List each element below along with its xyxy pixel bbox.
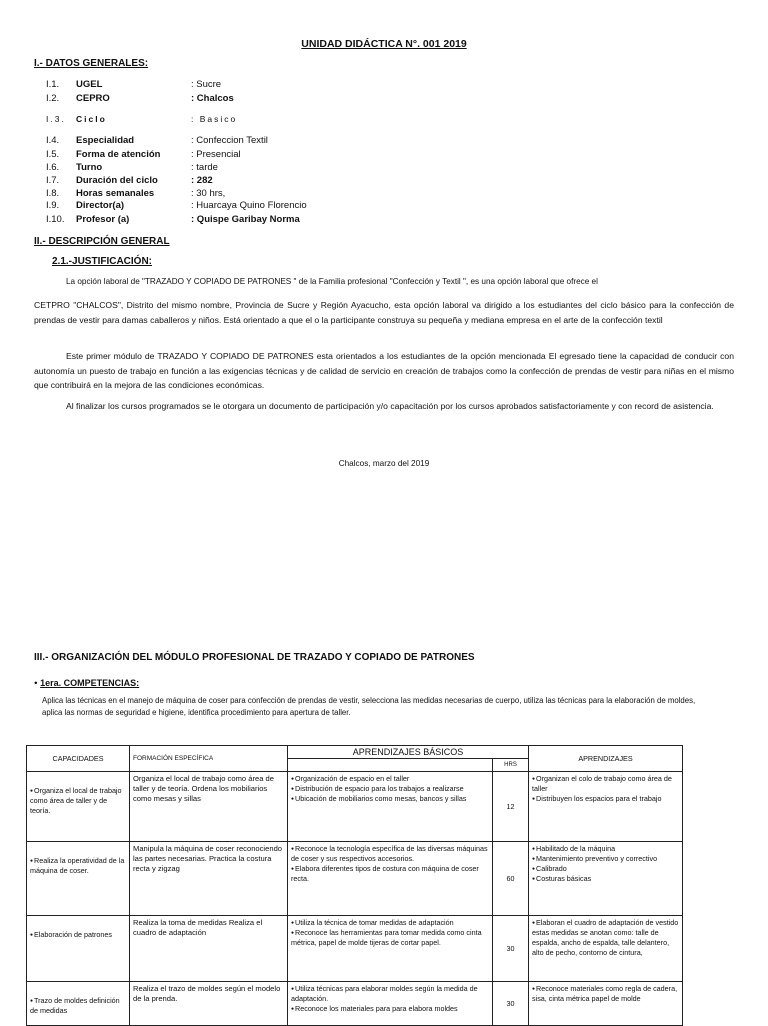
dato-number: I.6. (46, 162, 60, 173)
header-aprendizajes: APRENDIZAJES (529, 746, 683, 772)
dato-value: : Huarcaya Quino Florencio (191, 200, 307, 211)
dato-row (0, 188, 400, 200)
dato-number: I.4. (46, 135, 60, 146)
dato-value: : tarde (191, 162, 218, 173)
aprendizaje-basico-item: ● Reconoce los materiales para para elabora moldes (291, 1004, 489, 1014)
dato-value: : Confeccion Textil (191, 135, 268, 146)
aprendizajes-basicos-cell (288, 982, 493, 1026)
dato-number: I.5. (46, 149, 60, 160)
aprendizaje-basico-item: ● Ubicación de mobiliarios como mesas, bancos y sillas (291, 794, 489, 804)
aprendizaje-item: ● Habilitado de la máquina (532, 844, 679, 854)
capacidad-cell: ● Elaboración de patrones (30, 930, 126, 940)
competencias-title: 1era. COMPETENCIAS: (40, 678, 140, 688)
justification-paragraph-1 (34, 298, 734, 327)
dato-value: : Chalcos (191, 93, 234, 104)
dato-value: : 30 hrs, (191, 188, 226, 199)
capacidad-cell: ● Realiza la operatividad de la máquina de coser. (30, 856, 126, 876)
aprendizajes-cell (529, 772, 683, 842)
header-aprendizajes-basicos: APRENDIZAJES BÁSICOS (288, 746, 529, 759)
dato-row (0, 149, 400, 161)
aprendizaje-item: ● Organizan el colo de trabajo como área de taller (532, 774, 679, 794)
header-capacidades: CAPACIDADES (27, 746, 130, 772)
dato-number: I.9. (46, 200, 60, 211)
dato-value: : Sucre (191, 79, 222, 90)
aprendizaje-item: ● Elaboran el cuadro de adaptación de vestido estas medidas se anotan como: talle de espalda, ancho de espalda, talle delantero, alto de pecho, contorno de cintura, (532, 918, 679, 958)
subsection-justificacion: 2.1.-JUSTIFICACIÓN: (52, 256, 153, 267)
formacion-cell: Realiza la toma de medidas Realiza el cuadro de adaptación (130, 916, 288, 982)
dato-number: I.10. (46, 214, 65, 225)
dato-number: I.1. (46, 79, 60, 90)
aprendizaje-basico-item: ● Reconoce la tecnología específica de las diversas máquinas de coser y sus respectivos accesorios. (291, 844, 489, 864)
section-organizacion: III.- ORGANIZACIÓN DEL MÓDULO PROFESIONAL DE TRAZADO Y COPIADO DE PATRONES (34, 652, 475, 663)
dato-number: I.2. (46, 93, 60, 104)
dato-label: CEPRO (76, 93, 110, 104)
dato-row (0, 113, 400, 125)
competencias-text: Aplica las técnicas en el manejo de máquina de coser para confección de prendas de vestir, selecciona las medidas necesarias de cuerpo, utiliza las técnicas para la elaboración de moldes, aplica las normas de seguridad e higiene, identifica procedimiento para apertura de taller. (42, 696, 696, 717)
section-descripcion-general: II.- DESCRIPCIÓN GENERAL (34, 236, 170, 247)
dato-row (0, 93, 400, 105)
aprendizaje-item: ● Reconoce materiales como regla de cadera, sisa, cinta métrica papel de molde (532, 984, 679, 1004)
header-spacer (288, 759, 493, 772)
aprendizajes-basicos-cell (288, 772, 493, 842)
dato-number: I.3. (46, 114, 66, 124)
dato-label: UGEL (76, 79, 103, 90)
table-row (27, 772, 683, 842)
header-hrs: HRS (493, 759, 529, 772)
competencias-heading (34, 678, 139, 688)
capacidad-cell: ● Trazo de moldes definición de medidas (30, 996, 126, 1016)
aprendizaje-item: ● Costuras básicas (532, 874, 679, 884)
dato-row (0, 175, 400, 187)
dato-label: Horas semanales (76, 188, 155, 199)
aprendizaje-basico-item: ● Utiliza técnicas para elaborar moldes según la medida de adaptación. (291, 984, 489, 1004)
dato-label: Especialidad (76, 135, 135, 146)
dato-value: : 282 (191, 175, 213, 186)
dato-row (0, 214, 400, 226)
dato-row (0, 135, 400, 147)
hrs-cell: 12 (493, 772, 529, 842)
hrs-cell: 30 (493, 916, 529, 982)
dato-label: Profesor (a) (76, 214, 130, 225)
formacion-cell: Manipula la máquina de coser reconociendo las partes necesarias. Practica la costura recta y zigzag (130, 842, 288, 916)
aprendizajes-basicos-cell (288, 842, 493, 916)
dato-number: I.7. (46, 175, 60, 186)
aprendizajes-cell (529, 842, 683, 916)
dato-row (0, 162, 400, 174)
aprendizaje-basico-item: ● Reconoce las herramientas para tomar medida como cinta métrica, papel de molde tijeras de cortar papel. (291, 928, 489, 948)
justification-line-1: La opción laboral de "TRAZADO Y COPIADO DE PATRONES " de la Familia profesional "Confección y Textil ", es una opción laboral que ofrece el (66, 277, 598, 286)
aprendizajes-cell (529, 916, 683, 982)
aprendizaje-basico-item: ● Distribución de espacio para los trabajos a realizarse (291, 784, 489, 794)
hrs-cell: 30 (493, 982, 529, 1026)
dato-value: : Presencial (191, 149, 241, 160)
dato-label: Ciclo (76, 114, 107, 124)
dato-value: : Basico (191, 114, 238, 124)
dato-label: Director(a) (76, 200, 125, 211)
aprendizajes-cell (529, 982, 683, 1026)
dato-label: Duración del ciclo (76, 175, 158, 186)
place-date: Chalcos, marzo del 2019 (338, 459, 430, 468)
table-row (27, 842, 683, 916)
capacidad-cell: ● Organiza el local de trabajo como área de taller y de teoría. (30, 786, 126, 816)
header-formacion-especifica: FORMACIÓN ESPECÍFICA (130, 746, 288, 772)
paragraph-text: Al finalizar los cursos programados se le otorgara un documento de participación y/o capacitación por los cursos aprobados satisfactoriamente y con record de asistencia. (66, 401, 714, 411)
aprendizaje-item: ● Mantenimiento preventivo y correctivo (532, 854, 679, 864)
aprendizaje-item: ● Distribuyen los espacios para el trabajo (532, 794, 679, 804)
dato-label: Forma de atención (76, 149, 161, 160)
justification-paragraph-3 (34, 399, 734, 414)
aprendizaje-basico-item: ● Utiliza la técnica de tomar medidas de adaptación (291, 918, 489, 928)
hrs-cell: 60 (493, 842, 529, 916)
paragraph-text: CETPRO "CHALCOS", Distrito del mismo nombre, Provincia de Sucre y Región Ayacucho, esta opción laboral va dirigido a los estudiantes del ciclo básico para la confección de prendas de vestir para damas caballeros y niños. Está orientado a que el o la participante construya su pequeña y mediana empresa en el arte de la confección textil (34, 300, 734, 325)
aprendizajes-basicos-cell (288, 916, 493, 982)
dato-number: I.8. (46, 188, 60, 199)
document-title: UNIDAD DIDÁCTICA N°. 001 2019 (301, 38, 467, 50)
dato-value: : Quispe Garibay Norma (191, 214, 300, 225)
section-datos-generales: I.- DATOS GENERALES: (34, 58, 149, 69)
dato-row (0, 200, 400, 212)
dato-label: Turno (76, 162, 103, 173)
formacion-cell: Realiza el trazo de moldes según el modelo de la prenda. (130, 982, 288, 1026)
paragraph-text: Este primer módulo de TRAZADO Y COPIADO DE PATRONES esta orientados a los estudiantes de la opción mencionada El egresado tiene la capacidad de conducir con autonomía un puesto de trabajo en función a las exigencias técnicas y de calidad de servicio en creación de trabajos como la confección de prendas de vestir para niñas en el mismo que contribuirá en la mejora de las condiciones económicas. (34, 351, 734, 390)
aprendizaje-item: ● Calibrado (532, 864, 679, 874)
competencias-table (26, 745, 683, 1026)
justification-paragraph-2 (34, 349, 734, 393)
bullet-icon: ● (34, 680, 38, 687)
table-row (27, 916, 683, 982)
formacion-cell: Organiza el local de trabajo como área de taller y de teoría. Ordena los mobiliarios como mesas y sillas (130, 772, 288, 842)
aprendizaje-basico-item: ● Elabora diferentes tipos de costura con máquina de coser recta. (291, 864, 489, 884)
dato-row (0, 79, 400, 91)
aprendizaje-basico-item: ● Organización de espacio en el taller (291, 774, 489, 784)
table-row (27, 982, 683, 1026)
